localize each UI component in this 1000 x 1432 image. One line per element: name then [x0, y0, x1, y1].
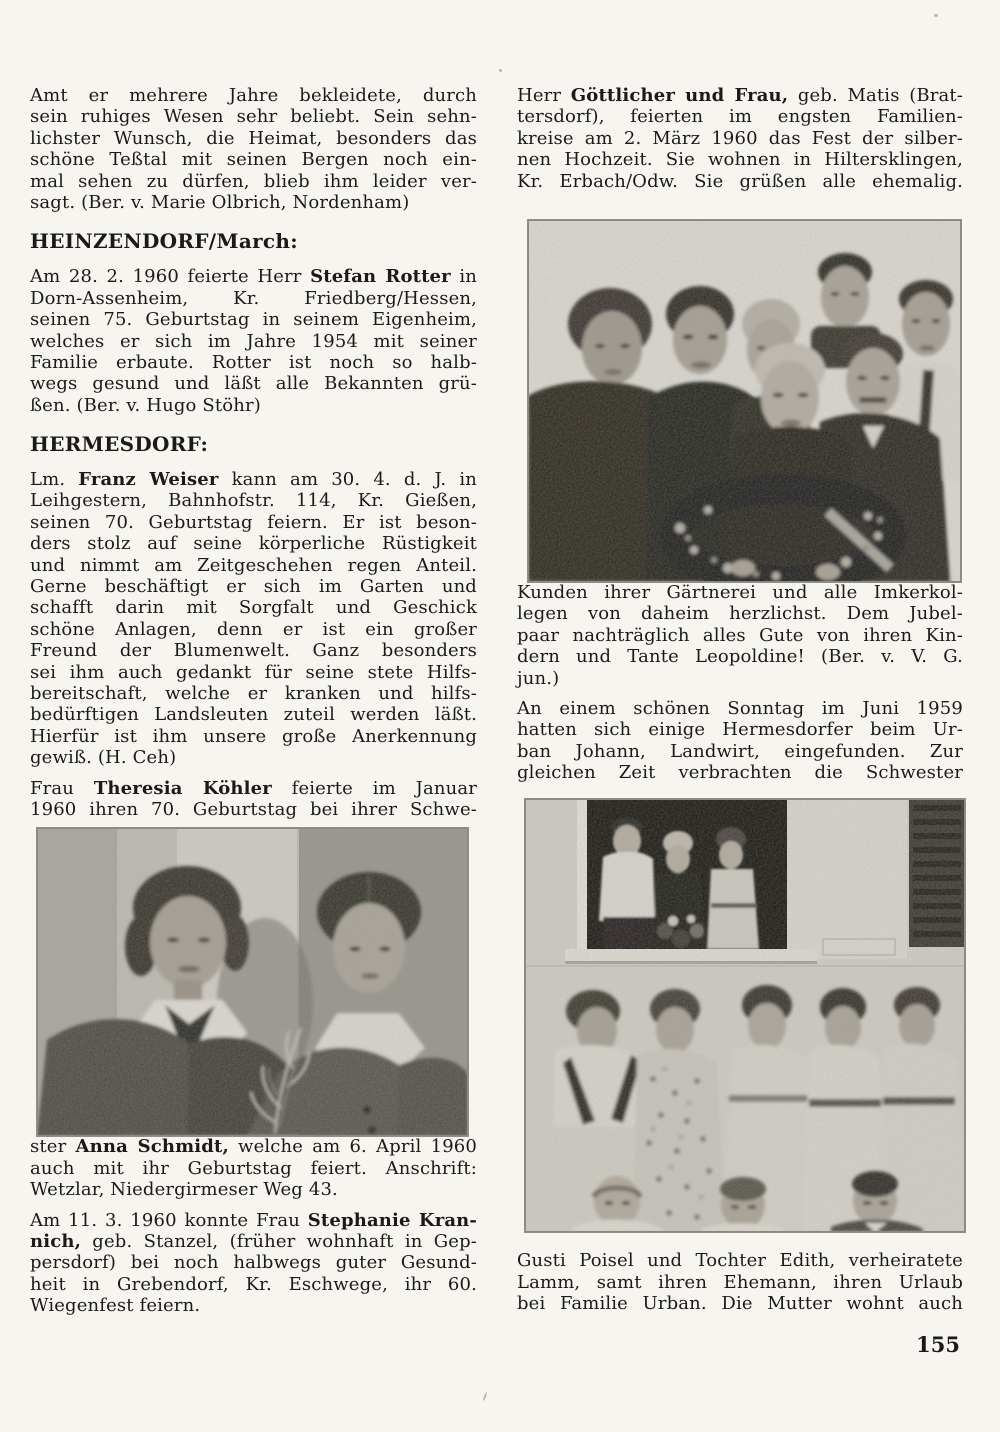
paragraph — [30, 778, 477, 821]
text-line: sei ihm auch gedankt für seine stete Hilfs- — [30, 661, 477, 683]
text-line: Familie erbaute. Rotter ist noch so halb- — [30, 351, 477, 373]
text-line: Kr. Erbach/Odw. Sie grüßen alle ehemalig. — [517, 170, 963, 192]
text-line: persdorf) bei noch halbwegs guter Gesund- — [30, 1252, 477, 1274]
text-line: nich, geb. Stanzel, (früher wohnhaft in Gep- — [30, 1230, 477, 1252]
text-line: paar nachträglich alles Gute von ihren Kin- — [517, 624, 963, 646]
text-line: An einem schönen Sonntag im Juni 1959 — [517, 697, 963, 719]
text-line: Herr Göttlicher und Frau, geb. Matis (Brat- — [517, 85, 964, 106]
text-line: seinen 70. Geburtstag feiern. Er ist beson- — [30, 511, 477, 533]
text-line: auch mit ihr Geburtstag feiert. Anschrift: — [30, 1157, 477, 1179]
page-number: 155 — [916, 1331, 960, 1357]
paragraph — [517, 85, 963, 192]
text-line: ban Johann, Landwirt, eingefunden. Zur — [517, 740, 963, 762]
left-column-upper-text — [30, 85, 477, 820]
text-line: nen Hochzeit. Sie wohnen in Hiltersklingen, — [517, 149, 963, 171]
text-line: wegs gesund und läßt alle Bekannten grü- — [30, 373, 477, 395]
paragraph — [517, 698, 963, 784]
paragraph — [30, 1136, 477, 1200]
paragraph — [30, 1210, 477, 1317]
text-line: tersdorf), feierten im engsten Familien- — [517, 106, 963, 128]
text-line: Leihgestern, Bahnhofstr. 114, Kr. Gießen, — [30, 490, 477, 512]
scan-speck — [483, 1392, 488, 1401]
text-line: Wetzlar, Niedergirmeser Weg 43. — [30, 1179, 338, 1201]
text-line: schöne Teßtal mit seinen Bergen noch ein- — [30, 149, 477, 171]
left-column-lower-text — [30, 1136, 477, 1316]
right-column — [517, 85, 963, 1356]
right-column-upper-text — [517, 85, 963, 192]
text-line: sein ruhiges Wesen sehr beliebt. Sein sehn- — [30, 106, 477, 128]
text-line: bei Familie Urban. Die Mutter wohnt auch — [517, 1293, 963, 1315]
text-line: Am 11. 3. 1960 konnte Frau Stephanie Kran- — [30, 1209, 478, 1231]
left-column — [30, 85, 477, 1316]
text-line: Lm. Franz Weiser kann am 30. 4. d. J. in — [30, 469, 477, 491]
scan-speck — [934, 14, 938, 17]
text-line: Wiegenfest feiern. — [30, 1295, 201, 1317]
paragraph — [30, 85, 477, 213]
scan-speck — [499, 69, 502, 72]
text-line: seinen 75. Geburtstag in seinem Eigenheim, — [30, 309, 477, 331]
text-line: schöne Anlagen, denn er ist ein großer — [30, 618, 477, 640]
right-column-lower-text — [517, 1250, 963, 1314]
section-heading: HEINZENDORF/March: — [30, 229, 298, 254]
text-line: mal sehen zu dürfen, blieb ihm leider ver- — [30, 170, 477, 192]
text-line: Gusti Poisel und Tochter Edith, verheiratete — [517, 1250, 963, 1272]
text-line: Dorn-Assenheim, Kr. Friedberg/Hessen, — [30, 287, 477, 309]
text-line: Am 28. 2. 1960 feierte Herr Stefan Rotter in — [30, 266, 478, 288]
text-line: gewiß. (H. Ceh) — [30, 747, 177, 769]
text-line: heit in Grebendorf, Kr. Eschwege, ihr 60. — [30, 1273, 477, 1295]
text-line: 1960 ihren 70. Geburtstag bei ihrer Schwe- — [30, 798, 477, 820]
text-line: kreise am 2. März 1960 das Fest der silber- — [517, 127, 963, 149]
text-line: Gerne beschäftigt er sich im Garten und — [30, 576, 477, 598]
text-line: Freund der Blumenwelt. Ganz besonders — [30, 640, 477, 662]
text-line: legen von daheim herzlichst. Dem Jubel- — [517, 603, 963, 625]
photo-window-group — [525, 799, 965, 1232]
text-line: dern und Tante Leopoldine! (Ber. v. V. G. — [517, 646, 963, 668]
section-heading: HERMESDORF: — [30, 432, 209, 457]
text-line: Kunden ihrer Gärtnerei und alle Imkerkol- — [517, 581, 963, 603]
photo-family-group — [528, 220, 961, 582]
text-line: Amt er mehrere Jahre bekleidete, durch — [30, 85, 477, 106]
right-column-middle-text — [517, 582, 963, 784]
text-line: welches er sich im Jahre 1954 mit seiner — [30, 330, 477, 352]
text-line: und nimmt am Zeitgeschehen regen Anteil. — [30, 554, 477, 576]
text-line: ster Anna Schmidt, welche am 6. April 1960 — [30, 1136, 477, 1158]
paragraph — [30, 266, 477, 416]
text-line: Frau Theresia Köhler feierte im Januar — [30, 777, 478, 799]
text-line: jun.) — [517, 667, 560, 689]
text-line: schafft darin mit Sorgfalt und Geschick — [30, 597, 477, 619]
text-line: gleichen Zeit verbrachten die Schwester — [517, 762, 963, 784]
photo-two-women — [37, 828, 468, 1136]
text-line: lichster Wunsch, die Heimat, besonders das — [30, 127, 477, 149]
paragraph — [517, 1250, 963, 1314]
text-line: Lamm, samt ihren Ehemann, ihren Urlaub — [517, 1271, 963, 1293]
text-line: ders stolz auf seine körperliche Rüstigkeit — [30, 533, 477, 555]
text-line: sagt. (Ber. v. Marie Olbrich, Nordenham) — [30, 191, 410, 213]
paragraph — [517, 582, 963, 689]
text-line: ßen. (Ber. v. Hugo Stöhr) — [30, 394, 261, 416]
text-line: hatten sich einige Hermesdorfer beim Ur- — [517, 719, 963, 741]
text-line: Hierfür ist ihm unsere große Anerkennung — [30, 725, 477, 747]
text-line: bereitschaft, welche er kranken und hilfs- — [30, 682, 477, 704]
text-line: bedürftigen Landsleuten zuteil werden läßt. — [30, 704, 477, 726]
paragraph — [30, 469, 477, 768]
